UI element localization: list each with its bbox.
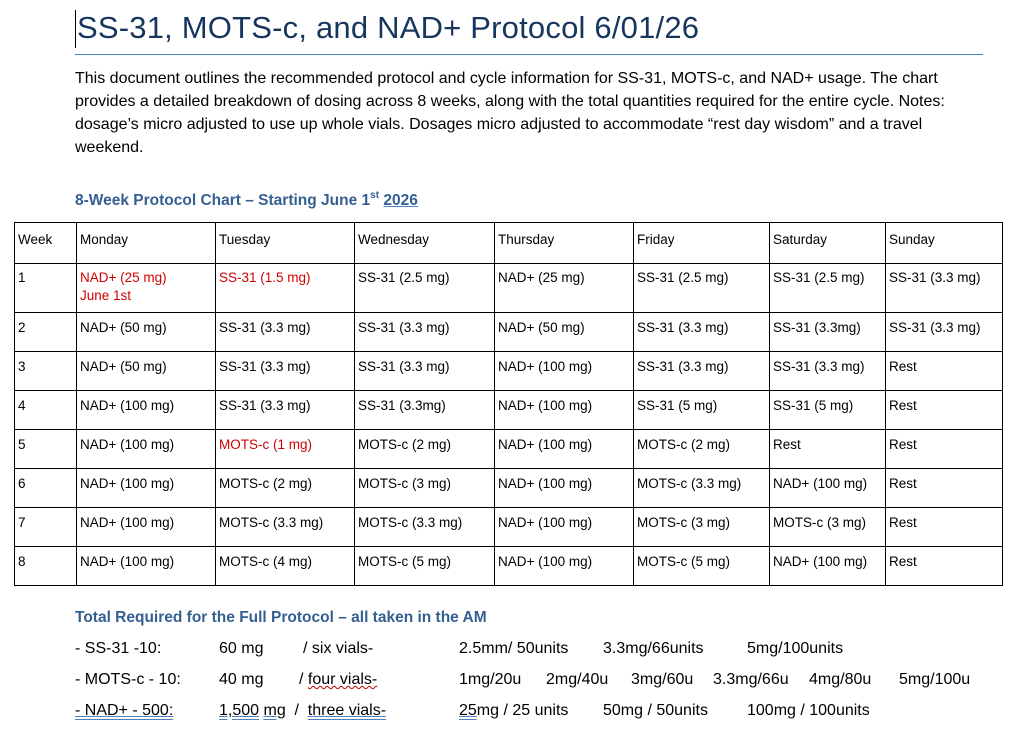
cell-text: MOTS-c (2 mg) [358,437,451,452]
cell-sunday[interactable] [886,313,1003,352]
cell-sunday[interactable] [886,508,1003,547]
cell-text: MOTS-c (3 mg) [637,515,730,530]
cell-text: SS-31 (3.3 mg) [889,270,981,285]
cell-week[interactable] [15,264,77,313]
cell-monday[interactable] [77,313,216,352]
cell-text: 8 [18,554,26,569]
cell-saturday[interactable] [770,508,886,547]
cell-text: MOTS-c (3.3 mg) [637,476,742,491]
motsc-amount: 40 mg [219,671,264,688]
cell-sunday[interactable] [886,430,1003,469]
table-row [15,508,1003,547]
cell-text: MOTS-c (3.3 mg) [358,515,463,530]
cell-text: MOTS-c (4 mg) [219,554,312,569]
cell-text: MOTS-c (5 mg) [637,554,730,569]
cell-thursday[interactable] [495,508,634,547]
cell-week[interactable] [15,469,77,508]
cell-text: NAD+ (100 mg) [498,554,593,569]
cell-friday[interactable] [634,313,770,352]
cell-week[interactable] [15,547,77,586]
cell-text: 4 [18,398,26,413]
cell-sunday[interactable] [886,391,1003,430]
header-cell-saturday[interactable]: Saturday [770,223,886,264]
header-cell-sunday[interactable]: Sunday [886,223,1003,264]
motsc-dose: 3.3mg/66u [713,671,789,688]
cell-text: MOTS-c (3 mg) [773,515,866,530]
cell-text: NAD+ (100 mg) [498,476,593,491]
cell-friday[interactable] [634,391,770,430]
cell-text: 2 [18,320,26,335]
cell-tuesday[interactable] [216,469,355,508]
cell-text: SS-31 (3.3 mg) [358,359,450,374]
cell-text: NAD+ (50 mg) [80,359,167,374]
cell-friday[interactable] [634,352,770,391]
table-row [15,547,1003,586]
total-line-ss31[interactable] [75,640,1005,662]
chart-heading-year: 2026 [383,192,418,209]
cell-saturday[interactable] [770,391,886,430]
intro-paragraph[interactable]: This document outlines the recommended protocol and cycle information for SS-31, MOTS-c, and NAD+ usage. The chart provides a detailed breakdown of dosing across 8 weeks, along with the total quantities required for the entire cycle. Notes: dosage’s micro adjusted to use up whole vials. Dosages micro adjusted to accommodate “rest day wisdom” and a travel weekend. [75,70,945,156]
cell-text: SS-31 (3.3 mg) [637,320,729,335]
cell-friday[interactable] [634,469,770,508]
cell-sunday[interactable] [886,264,1003,313]
table-row [15,469,1003,508]
start-date-note: June 1st [80,288,132,303]
cell-text: SS-31 (5 mg) [637,398,718,413]
cell-saturday[interactable] [770,430,886,469]
ss31-dose: 3.3mg/66units [603,640,704,657]
cell-wednesday[interactable] [355,391,495,430]
motsc-dose: 1mg/20u [459,671,522,688]
cell-text: NAD+ (100 mg) [80,437,175,452]
cell-text: SS-31 (3.3mg) [773,320,861,335]
cell-week[interactable] [15,508,77,547]
cell-saturday[interactable] [770,264,886,313]
table-row [15,352,1003,391]
cell-monday[interactable] [77,430,216,469]
cell-monday[interactable] [77,352,216,391]
cell-text: MOTS-c (1 mg) [219,437,312,452]
total-line-motsc[interactable] [75,671,1005,693]
cell-sunday[interactable] [886,547,1003,586]
cell-wednesday[interactable] [355,430,495,469]
cell-text: NAD+ (100 mg) [80,515,175,530]
cell-text: NAD+ (100 mg) [80,476,175,491]
cell-text: SS-31 (3.3 mg) [358,320,450,335]
cell-saturday[interactable] [770,547,886,586]
cell-text: 6 [18,476,26,491]
cell-text: NAD+ (25 mg) [80,270,167,285]
cell-friday[interactable] [634,264,770,313]
cell-tuesday[interactable] [216,264,355,313]
header-cell-wednesday[interactable]: Wednesday [355,223,495,264]
cell-sunday[interactable] [886,469,1003,508]
header-cell-monday[interactable]: Monday [77,223,216,264]
cell-text: 7 [18,515,26,530]
header-cell-week[interactable]: Week [15,223,77,264]
ss31-dose: 2.5mm/ 50units [459,640,569,657]
cell-tuesday[interactable] [216,391,355,430]
cell-text: NAD+ (100 mg) [773,554,868,569]
cell-wednesday[interactable] [355,264,495,313]
cell-text: 5 [18,437,26,452]
cell-wednesday[interactable] [355,313,495,352]
cell-monday[interactable] [77,391,216,430]
cell-text: MOTS-c (2 mg) [219,476,312,491]
cell-thursday[interactable] [495,352,634,391]
ss31-amount: 60 mg [219,640,264,657]
table-row [15,313,1003,352]
cell-text: 3 [18,359,26,374]
cell-text: Rest [889,515,917,530]
cell-text: SS-31 (3.3 mg) [219,320,311,335]
cell-tuesday[interactable] [216,508,355,547]
cell-friday[interactable] [634,430,770,469]
cell-friday[interactable] [634,508,770,547]
cell-text: NAD+ (25 mg) [498,270,585,285]
table-row [15,430,1003,469]
cell-text: SS-31 (3.3 mg) [637,359,729,374]
cell-text: SS-31 (2.5 mg) [773,270,865,285]
cell-text: Rest [889,554,917,569]
cell-text: 1 [18,270,26,285]
chart-heading[interactable] [75,192,418,210]
cell-text: NAD+ (100 mg) [498,515,593,530]
cell-wednesday[interactable] [355,508,495,547]
ss31-name: - SS-31 -10: [75,640,162,657]
table-row [15,264,1003,313]
nad-name: - NAD+ - 500: [75,702,174,719]
cell-thursday[interactable] [495,469,634,508]
chart-heading-text: 8-Week Protocol Chart – Starting June 1 [75,192,371,209]
cell-tuesday[interactable] [216,430,355,469]
cell-text: Rest [773,437,801,452]
cell-thursday[interactable] [495,547,634,586]
nad-dose: 100mg / 100units [747,702,870,719]
cell-text: SS-31 (3.3 mg) [219,398,311,413]
motsc-dose: 5mg/100u [899,671,971,688]
cell-saturday[interactable] [770,352,886,391]
cell-text: SS-31 (5 mg) [773,398,854,413]
cell-text: SS-31 (2.5 mg) [358,270,450,285]
cell-text: NAD+ (100 mg) [80,554,175,569]
cell-week[interactable] [15,391,77,430]
motsc-name: - MOTS-c - 10: [75,671,181,688]
cell-monday[interactable] [77,469,216,508]
header-cell-friday[interactable]: Friday [634,223,770,264]
cell-week[interactable] [15,313,77,352]
cell-monday[interactable] [77,264,216,313]
document-title[interactable]: SS-31, MOTS-c, and NAD+ Protocol 6/01/26 [77,10,700,45]
title-underline-rule [75,54,983,55]
totals-heading[interactable]: Total Required for the Full Protocol – all taken in the AM [75,609,487,626]
cell-monday[interactable] [77,547,216,586]
cell-tuesday[interactable] [216,313,355,352]
header-cell-thursday[interactable]: Thursday [495,223,634,264]
cell-text: NAD+ (100 mg) [498,398,593,413]
cell-text: SS-31 (2.5 mg) [637,270,729,285]
table-row [15,391,1003,430]
motsc-vials: / four vials- [299,671,378,688]
nad-dose: 50mg / 50units [603,702,708,719]
ss31-dose: 5mg/100units [747,640,844,657]
header-cell-tuesday[interactable]: Tuesday [216,223,355,264]
table-header-row [15,223,1003,264]
cell-text: SS-31 (3.3 mg) [889,320,981,335]
cell-text: SS-31 (1.5 mg) [219,270,311,285]
cell-text: NAD+ (50 mg) [498,320,585,335]
cell-text: MOTS-c (5 mg) [358,554,451,569]
cell-sunday[interactable] [886,352,1003,391]
cell-text: SS-31 (3.3mg) [358,398,446,413]
cell-saturday[interactable] [770,469,886,508]
cell-tuesday[interactable] [216,547,355,586]
cell-wednesday[interactable] [355,352,495,391]
cell-text: MOTS-c (2 mg) [637,437,730,452]
nad-amount: 1,500 mg [219,702,286,719]
cell-wednesday[interactable] [355,547,495,586]
cell-text: Rest [889,359,917,374]
cell-text: SS-31 (3.3 mg) [219,359,311,374]
cell-text: Rest [889,476,917,491]
cell-text: MOTS-c (3 mg) [358,476,451,491]
protocol-table [14,222,1003,586]
cell-text: NAD+ (50 mg) [80,320,167,335]
cell-wednesday[interactable] [355,469,495,508]
cell-thursday[interactable] [495,264,634,313]
cell-text: NAD+ (100 mg) [80,398,175,413]
cell-text: MOTS-c (3.3 mg) [219,515,324,530]
cell-tuesday[interactable] [216,352,355,391]
chart-heading-ordinal: st [370,190,380,201]
cell-thursday[interactable] [495,391,634,430]
nad-vials: / three vials- [290,702,387,719]
cell-friday[interactable] [634,547,770,586]
total-line-nad[interactable] [75,702,1005,724]
cell-week[interactable] [15,352,77,391]
motsc-dose: 4mg/80u [809,671,872,688]
cell-text: Rest [889,437,917,452]
motsc-dose: 3mg/60u [631,671,694,688]
motsc-dose: 2mg/40u [546,671,609,688]
cell-thursday[interactable] [495,313,634,352]
cell-text: Rest [889,398,917,413]
cell-saturday[interactable] [770,313,886,352]
cell-text: SS-31 (3.3 mg) [773,359,865,374]
ss31-vials: / six vials- [303,640,374,657]
cell-thursday[interactable] [495,430,634,469]
text-cursor [75,10,76,48]
cell-monday[interactable] [77,508,216,547]
cell-text: NAD+ (100 mg) [498,437,593,452]
nad-dose: 25mg / 25 units [459,702,569,719]
cell-text: NAD+ (100 mg) [498,359,593,374]
cell-text: NAD+ (100 mg) [773,476,868,491]
cell-week[interactable] [15,430,77,469]
